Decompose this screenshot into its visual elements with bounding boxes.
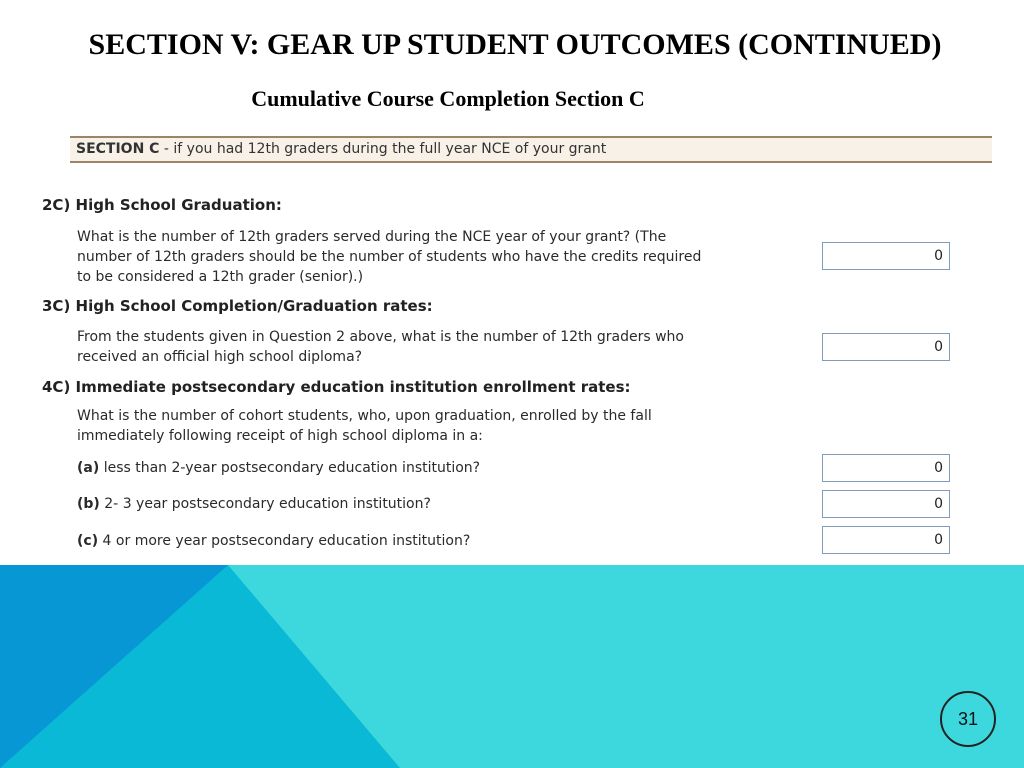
q4b-input[interactable]	[822, 490, 950, 518]
q4a-text: less than 2-year postsecondary education institution?	[99, 460, 481, 476]
slide-title: SECTION V: GEAR UP STUDENT OUTCOMES (CONTINUED)	[88, 28, 942, 61]
q3-text-line-2: received an official high school diploma?	[77, 349, 363, 365]
q3-input[interactable]	[822, 333, 950, 361]
section-c-description: - if you had 12th graders during the full year NCE of your grant	[159, 141, 607, 157]
q2-text	[77, 227, 777, 287]
q4a-label	[77, 458, 777, 478]
q4-text-line-2: immediately following receipt of high school diploma in a:	[77, 428, 483, 444]
q4-text-line-1: What is the number of cohort students, who, upon graduation, enrolled by the fall	[77, 408, 652, 424]
page-number-badge: 31	[940, 691, 996, 747]
q4b-letter: (b)	[77, 496, 100, 512]
q4b-text: 2- 3 year postsecondary education institution?	[99, 496, 431, 512]
q4c-letter: (c)	[77, 533, 99, 549]
form-screenshot	[40, 130, 992, 560]
q4c-label	[77, 531, 777, 551]
q2-text-line-3: to be considered a 12th grader (senior).)	[77, 269, 364, 285]
q4a-input[interactable]	[822, 454, 950, 482]
slide-subtitle: Cumulative Course Completion Section C	[251, 86, 645, 111]
section-c-bar	[70, 136, 992, 163]
q2-input[interactable]	[822, 242, 950, 270]
q4c-input[interactable]	[822, 526, 950, 554]
q4a-letter: (a)	[77, 460, 100, 476]
decorative-band	[0, 565, 1024, 768]
q3-heading: 3C) High School Completion/Graduation rates:	[42, 297, 433, 315]
q2-heading: 2C) High School Graduation:	[42, 196, 282, 214]
section-c-label: SECTION C	[76, 141, 160, 157]
q3-text-line-1: From the students given in Question 2 above, what is the number of 12th graders who	[77, 329, 684, 345]
q4-heading: 4C) Immediate postsecondary education institution enrollment rates:	[42, 378, 631, 396]
q4b-label	[77, 494, 777, 514]
q3-text	[77, 327, 777, 367]
q4c-text: 4 or more year postsecondary education institution?	[98, 533, 471, 549]
q4-text	[77, 406, 777, 446]
q2-text-line-1: What is the number of 12th graders served during the NCE year of your grant? (The	[77, 229, 667, 245]
q2-text-line-2: number of 12th graders should be the number of students who have the credits required	[77, 249, 702, 265]
